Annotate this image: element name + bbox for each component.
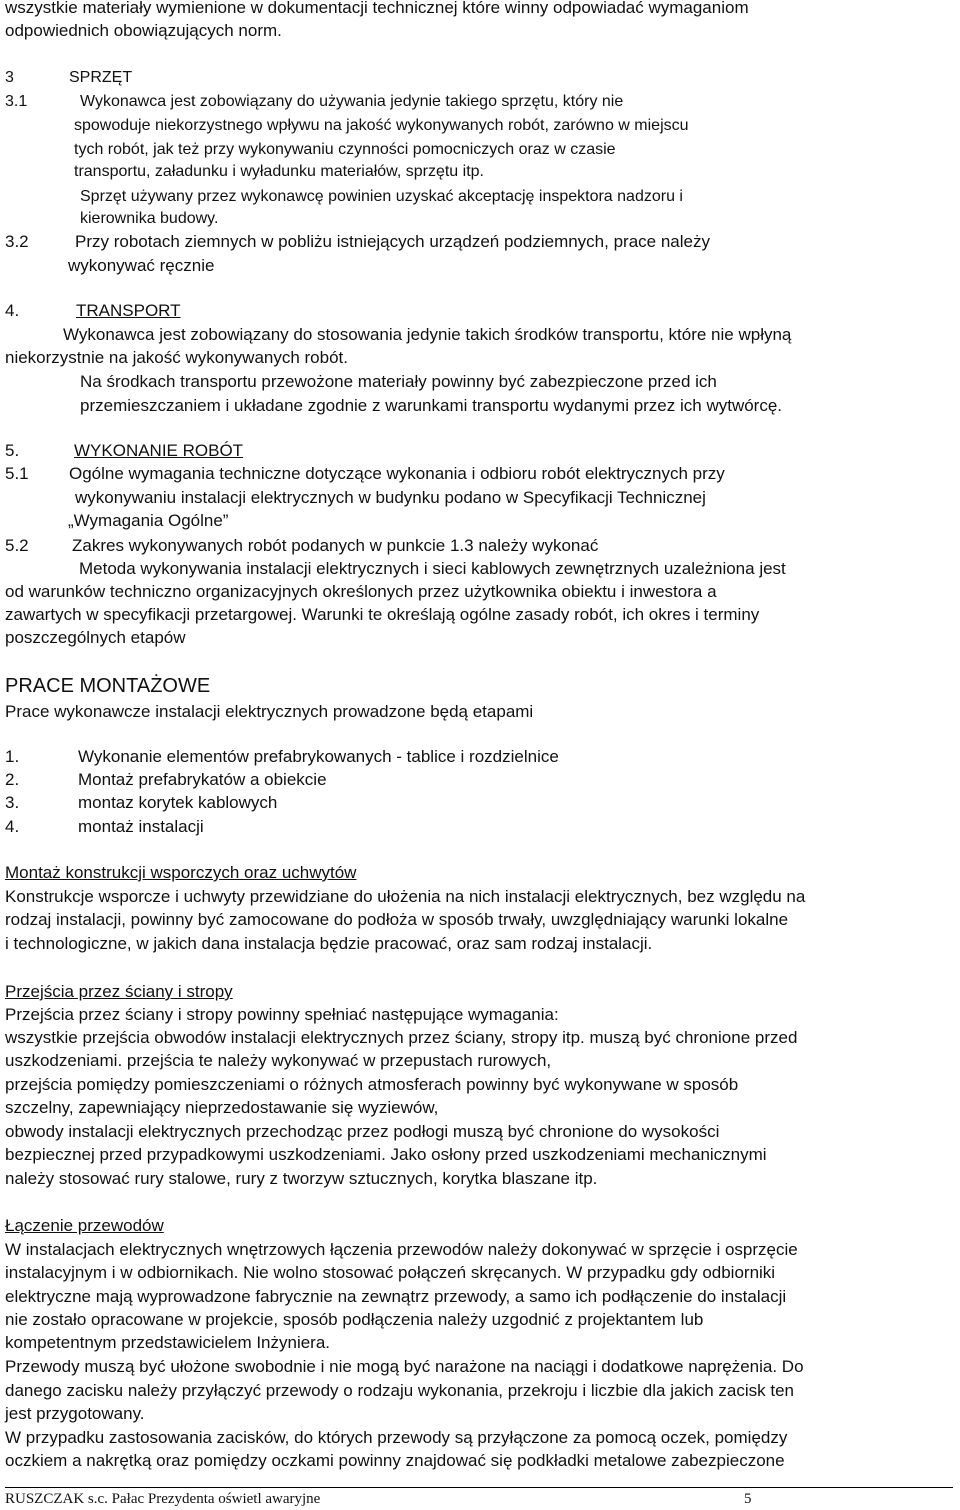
section-heading [28, 440, 243, 462]
list-number: 1. [5, 747, 20, 766]
text-line: danego zacisku należy przyłączyć przewody o rodzaju wykonania, przekroju i liczbie dla jakich zacisk ten [5, 1381, 794, 1400]
text-line: przejścia pomiędzy pomieszczeniami o różnych atmosferach powinny być wykonywane w sposób [5, 1075, 739, 1094]
text-line: Przewody muszą być ułożone swobodnie i nie mogą być narażone na naciągi i dodatkowe naprężenia. Do [5, 1357, 804, 1376]
text-line: W instalacjach elektrycznych wnętrzowych łączenia przewodów należy dokonywać w sprzęcie i osprzęcie [5, 1240, 798, 1259]
item-number: 5.2 [5, 536, 29, 555]
section-heading: SPRZĘT [69, 69, 133, 86]
section-heading-label: TRANSPORT [76, 301, 181, 320]
text-line: kompetentnym przedstawicielem Inżyniera. [5, 1333, 331, 1352]
text-line: Ogólne wymagania techniczne dotyczące wykonania i odbioru robót elektrycznych przy [69, 464, 725, 483]
text-line: wszystkie przejścia obwodów instalacji elektrycznych przez ściany, stropy itp. muszą być chronione przed [5, 1028, 798, 1047]
text-line: Wykonawca jest zobowiązany do stosowania jedynie takich środków transportu, które nie wpłyną [63, 325, 792, 344]
text-line: Przy robotach ziemnych w pobliżu istniejących urządzeń podziemnych, prace należy [75, 232, 710, 251]
subsection-heading: Łączenie przewodów [5, 1216, 164, 1235]
text-line: rodzaj instalacji, powinny być zamocowane do podłoża w sposób trwały, uwzględniający warunki lokalne [5, 910, 789, 929]
text-line: szczelny, zapewniający nieprzedostawanie się wyziewów, [5, 1098, 439, 1117]
list-item: montaż instalacji [78, 817, 204, 836]
text-line: jest przygotowany. [5, 1404, 145, 1423]
text-line: Przejścia przez ściany i stropy powinny spełniać następujące wymagania: [5, 1005, 559, 1024]
text-line: i technologiczne, w jakich dana instalacja będzie pracować, oraz sam rodzaj instalacji. [5, 934, 653, 953]
text-line: oczkiem a nakrętką oraz pomiędzy oczkami powinny znajdować się podkładki metalowe zabezpieczone [5, 1451, 785, 1470]
section-number: 5. [5, 441, 20, 460]
section-number: 4. [5, 301, 20, 320]
text-line: kierownika budowy. [80, 210, 219, 227]
page-footer [5, 1487, 953, 1510]
text-line: wykonywaniu instalacji elektrycznych w budynku podano w Specyfikacji Technicznej [75, 488, 706, 507]
text-line: spowoduje niekorzystnego wpływu na jakość wykonywanych robót, zarówno w miejscu [74, 117, 689, 134]
text-line: przemieszczaniem i układane zgodnie z warunkami transportu wydanymi przez ich wytwórcę. [80, 396, 783, 415]
item-number: 5.1 [5, 464, 29, 483]
text-line: Wykonawca jest zobowiązany do używania jedynie takiego sprzętu, który nie [80, 93, 624, 110]
text-line: poszczególnych etapów [5, 628, 186, 647]
subsection-heading: Montaż konstrukcji wsporczych oraz uchwytów [5, 863, 357, 882]
list-item: montaz korytek kablowych [78, 793, 278, 812]
text-line: należy stosować rury stalowe, rury z tworzyw sztucznych, korytka blaszane itp. [5, 1169, 598, 1188]
text-line: bezpiecznej przed przypadkowymi uszkodzeniami. Jako osłony przed uszkodzeniami mechanicznymi [5, 1145, 767, 1164]
text-line: elektryczne mają wyprowadzone fabrycznie na zewnątrz przewody, a samo ich podłączenie do instalacji [5, 1287, 787, 1306]
text-line: odpowiednich obowiązujących norm. [5, 21, 282, 40]
text-line: Konstrukcje wsporcze i uchwyty przewidziane do ułożenia na nich instalacji elektrycznych, bez względu na [5, 887, 806, 906]
subsection-heading: Przejścia przez ściany i stropy [5, 982, 233, 1001]
text-line: Metoda wykonywania instalacji elektrycznych i sieci kablowych zewnętrznych uzależniona jest [79, 559, 786, 578]
text-line: „Wymagania Ogólne” [68, 511, 229, 530]
text-line: instalacyjnym i w odbiornikach. Nie wolno stosować połączeń skręcanych. W przypadku gdy odbiorniki [5, 1263, 776, 1282]
page-number: 5 [744, 1491, 752, 1507]
text-line: Prace wykonawcze instalacji elektrycznych prowadzone będą etapami [5, 702, 534, 721]
text-line: transportu, załadunku i wyładunku materiałów, sprzętu itp. [74, 163, 484, 180]
text-line: tych robót, jak też przy wykonywaniu czynności pomocniczych oraz w czasie [74, 141, 616, 158]
list-item: Montaż prefabrykatów a obiekcie [78, 770, 327, 789]
text-line: Zakres wykonywanych robót podanych w punkcie 1.3 należy wykonać [72, 536, 599, 555]
text-line: Sprzęt używany przez wykonawcę powinien uzyskać akceptację inspektora nadzoru i [80, 188, 683, 205]
text-line: Na środkach transportu przewożone materiały powinny być zabezpieczone przed ich [80, 372, 717, 391]
list-number: 4. [5, 817, 20, 836]
list-number: 2. [5, 770, 20, 789]
text-line: niekorzystnie na jakość wykonywanych robót. [5, 348, 348, 367]
text-line: nie zostało opracowane w projekcie, sposób podłączenia należy uzgodnić z projektantem lub [5, 1310, 704, 1329]
list-item: Wykonanie elementów prefabrykowanych - tablice i rozdzielnice [78, 747, 559, 766]
section-heading [28, 300, 181, 322]
text-line: od warunków techniczno organizacyjnych określonych przez użytkownika obiektu i inwestora a [5, 582, 717, 601]
item-number: 3.2 [5, 232, 29, 251]
section-number: 3 [5, 69, 14, 86]
text-line: wszystkie materiały wymienione w dokumentacji technicznej które winny odpowiadać wymaganiom [5, 0, 749, 17]
section-heading: PRACE MONTAŻOWE [5, 675, 211, 697]
section-heading-label: WYKONANIE ROBÓT [74, 441, 244, 460]
text-line: wykonywać ręcznie [68, 256, 215, 275]
text-line: zawartych w specyfikacji przetargowej. Warunki te określają ogólne zasady robót, ich okres i terminy [5, 605, 760, 624]
text-line: uszkodzeniami. przejścia te należy wykonywać w przepustach rurowych, [5, 1051, 552, 1070]
text-line: W przypadku zastosowania zacisków, do których przewody są przyłączone za pomocą oczek, pomiędzy [5, 1428, 788, 1447]
text-line: obwody instalacji elektrycznych przechodząc przez podłogi muszą być chronione do wysokości [5, 1122, 720, 1141]
list-number: 3. [5, 793, 20, 812]
item-number: 3.1 [5, 93, 28, 110]
footer-text: RUSZCZAK s.c. Pałac Prezydenta oświetl awaryjne [5, 1491, 321, 1507]
